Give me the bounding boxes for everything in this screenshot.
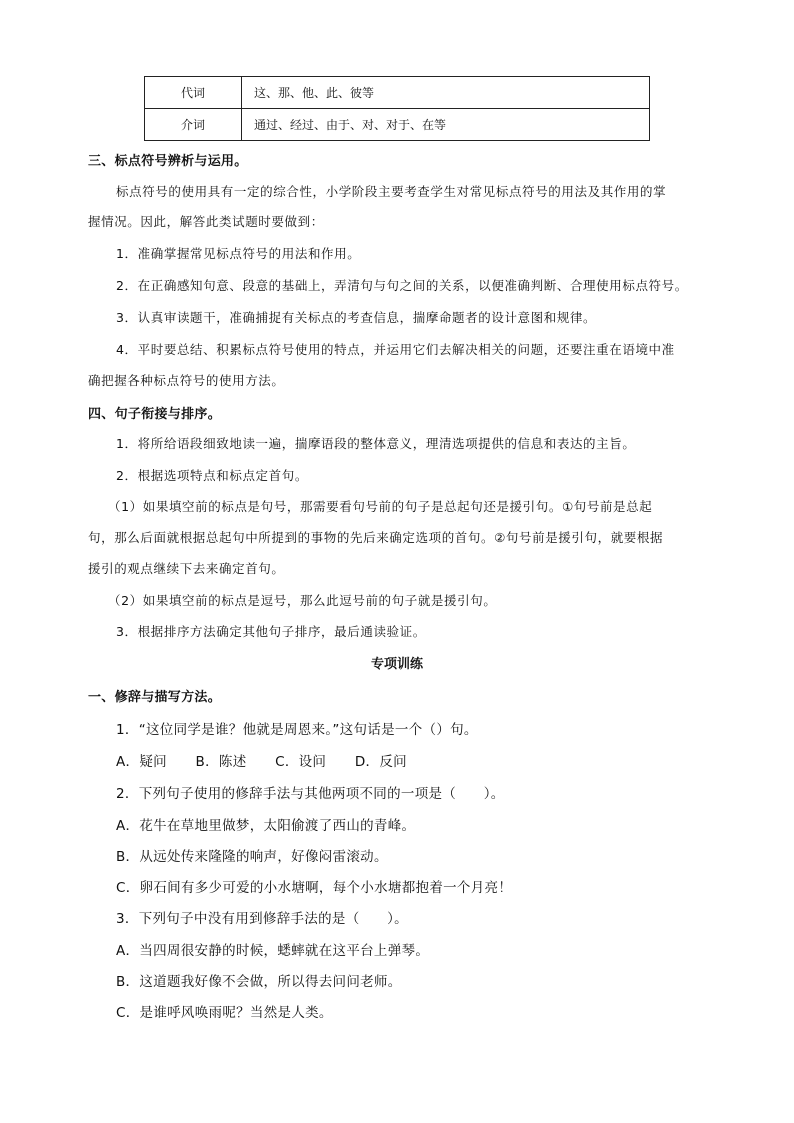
table-row [145, 109, 650, 141]
question-stem: 1．“这位同学是谁？他就是周恩来。”这句话是一个（）句。 [116, 722, 478, 738]
section-heading: 四、句子衔接与排序。 [88, 407, 222, 422]
section-heading: 三、标点符号辨析与运用。 [88, 154, 248, 169]
option-c: C．是谁呼风唤雨呢？当然是人类。 [116, 1005, 333, 1021]
option-b: B．陈述 [195, 754, 247, 770]
paragraph-line: （2）如果填空前的标点是逗号，那么此逗号前的句子就是援引句。 [108, 593, 497, 608]
paragraph-line: 句，那么后面就根据总起句中所提到的事物的先后来确定选项的首句。②句号前是援引句，就要根据 [88, 530, 664, 545]
option-a: A．花牛在草地里做梦，太阳偷渡了西山的青峰。 [116, 818, 416, 834]
table-cell-words: 这、那、他、此、彼等 [242, 77, 650, 109]
paragraph-line: 标点符号的使用具有一定的综合性，小学阶段主要考查学生对常见标点符号的用法及其作用的掌 [116, 184, 667, 199]
section-heading: 一、修辞与描写方法。 [88, 690, 222, 705]
option-c: C．卵石间有多少可爱的小水塘啊，每个小水塘都抱着一个月亮！ [116, 880, 513, 896]
paragraph-line: 握情况。因此，解答此类试题时要做到： [88, 214, 324, 229]
word-class-table [144, 76, 650, 141]
table-cell-label: 代词 [145, 77, 242, 109]
list-item: 3．认真审读题干，准确捕捉有关标点的考查信息，揣摩命题者的设计意图和规律。 [116, 310, 597, 325]
option-row [116, 750, 431, 770]
list-item: 1．准确掌握常见标点符号的用法和作用。 [116, 246, 361, 261]
list-item: 1．将所给语段细致地读一遍，揣摩语段的整体意义，理清选项提供的信息和表达的主旨。 [116, 436, 636, 451]
option-c: C．设问 [275, 754, 327, 770]
section-title: 专项训练 [370, 657, 423, 672]
list-item: 2．在正确感知句意、段意的基础上，弄清句与句之间的关系，以便准确判断、合理使用标点符号。 [116, 278, 688, 293]
question-stem: 2．下列句子使用的修辞手法与其他两项不同的一项是（ ）。 [116, 786, 505, 802]
option-d: D．反问 [354, 754, 407, 770]
paragraph-line: 援引的观点继续下去来确定首句。 [88, 561, 285, 576]
option-b: B．从远处传来隆隆的响声，好像闷雷滚动。 [116, 849, 388, 865]
table-cell-words: 通过、经过、由于、对、对于、在等 [242, 109, 650, 141]
option-a: A．疑问 [116, 754, 167, 770]
list-item: 4．平时要总结、积累标点符号使用的特点，并运用它们去解决相关的问题，还要注重在语境中准 [116, 342, 675, 357]
table-cell-label: 介词 [145, 109, 242, 141]
option-b: B．这道题我好像不会做，所以得去问问老师。 [116, 974, 402, 990]
list-item: 2．根据选项特点和标点定首句。 [116, 468, 308, 483]
list-item: 3．根据排序方法确定其他句子排序，最后通读验证。 [116, 624, 426, 639]
question-stem: 3．下列句子中没有用到修辞手法的是（ ）。 [116, 911, 408, 927]
table-row [145, 77, 650, 109]
option-a: A．当四周很安静的时候，蟋蟀就在这平台上弹琴。 [116, 943, 430, 959]
paragraph-line: 确把握各种标点符号的使用方法。 [88, 373, 285, 388]
paragraph-line: （1）如果填空前的标点是句号，那需要看句号前的句子是总起句还是援引句。①句号前是总起 [108, 499, 653, 514]
